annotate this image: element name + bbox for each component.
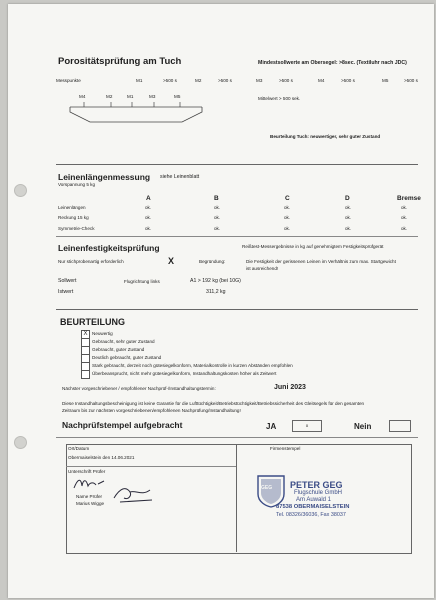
stamp-line-3: Am Auwald 1	[296, 497, 332, 503]
point-name-m3: M3	[256, 78, 263, 83]
col-d: D	[345, 195, 350, 202]
cell-r1-a: ok.	[145, 205, 152, 210]
col-b: B	[214, 195, 219, 202]
option-gut: Gebraucht, guter Zustand	[92, 347, 145, 352]
cell-r2-d: ok.	[345, 215, 352, 220]
stempel-title: Nachprüfstempel aufgebracht	[62, 420, 183, 430]
sollwert-label: Sollwert	[58, 278, 77, 284]
vorspannung: Vorspannung 5 kg	[58, 182, 96, 187]
row-label-leinenlaengen: Leinenlängen	[58, 205, 86, 210]
point-name-m1: M1	[136, 78, 143, 83]
disclaimer-line-1: Diese Instandhaltungsbescheinigung ist keine Garantie für die Lufttüchtigkeit/Betriebstüchtigkeit/Betriebssicherheit des Gleitsegels für den gesamten	[62, 401, 365, 406]
cell-r3-b: ok.	[214, 226, 221, 231]
beurteilung-title: BEURTEILUNG	[60, 317, 125, 327]
point-name-m5: M5	[382, 78, 389, 83]
option-sehr-gut: Gebraucht, sehr guter Zustand	[92, 339, 155, 344]
flugrichtung-label: Flugrichtung links	[124, 279, 160, 284]
point-value-m2: >500 s	[218, 78, 232, 83]
cell-r3-c: ok.	[284, 226, 291, 231]
cell-r3-bremse: ok.	[401, 226, 408, 231]
ja-label: JA	[266, 422, 277, 431]
row-label-reckung: Reckung 15 kg	[58, 215, 89, 220]
cell-r2-a: ok.	[145, 215, 152, 220]
option-neuwertig: Neuwertig	[92, 331, 113, 336]
divider-3	[56, 309, 418, 310]
festigkeit-note: Reißtest-Messergebnisse in kg auf genehmigtem Festigkeitsprüfgerät	[242, 244, 384, 249]
diagram-label-m4: M4	[79, 94, 86, 99]
begruendung-text-1: Die Festigkeit der gerissenen Leinen im Verhältnis zum max. Startgewicht	[246, 259, 396, 264]
option-deutlich: Deutlich gebraucht, guter Zustand	[92, 355, 162, 360]
divider-2	[56, 236, 418, 237]
col-c: C	[285, 195, 290, 202]
cell-r3-a: ok.	[145, 226, 152, 231]
begruendung-label: Begründung:	[199, 259, 226, 264]
divider-4	[56, 437, 418, 438]
stamp-line-4: 87538 OBERMAISELSTEIN	[276, 504, 350, 510]
row-label-symmetrie: Symmetrie-Check	[58, 226, 95, 231]
cell-r1-c: ok.	[284, 205, 291, 210]
leinen-title-note: siehe Leinenblatt	[160, 174, 200, 180]
point-name-m2: M2	[195, 78, 202, 83]
cell-r1-bremse: ok.	[401, 205, 408, 210]
cell-r1-b: ok.	[214, 205, 221, 210]
next-check-label: Nächster vorgeschriebener / empfohlener Nachprüf-/Instandhaltungstermin:	[62, 386, 216, 391]
cell-r2-b: ok.	[214, 215, 221, 220]
punch-hole-bottom	[14, 436, 27, 449]
begruendung-text-2: ist ausreichend!	[246, 266, 279, 271]
stamp-line-5: Tel. 08326/36036, Fax 38037	[276, 512, 346, 518]
ja-box[interactable]	[292, 420, 322, 432]
stamp-logo-text: GEG	[261, 485, 273, 491]
istwert-label: Istwert	[58, 289, 74, 295]
footer-vertical-divider	[236, 444, 237, 552]
unterschrift-label: Unterschrift Prüfer	[68, 469, 106, 474]
cell-r1-d: ok.	[345, 205, 352, 210]
diagram-label-m2: M2	[106, 94, 113, 99]
cell-r3-d: ok.	[345, 226, 352, 231]
name-pruefer-label: Name Prüfer	[76, 494, 103, 499]
checkbox-ueberbeansprucht[interactable]	[81, 370, 90, 379]
signature-scribble-1	[72, 474, 112, 492]
stichprobe-x-mark: X	[168, 256, 175, 266]
sollwert-value: A1 > 192 kg (bei 10G)	[190, 278, 241, 284]
diagram-label-m1: M1	[127, 94, 134, 99]
col-a: A	[146, 195, 151, 202]
point-value-m4: >500 s	[341, 78, 355, 83]
point-value-m1: >500 s	[163, 78, 177, 83]
footer-divider	[66, 466, 236, 467]
option-stark: Stark gebraucht, derzeit noch gütesiegelkonform, Materialkontrolle in kurzen Abständen empfohlen	[92, 363, 293, 368]
nein-label: Nein	[354, 422, 372, 431]
stamp-line-2: Flugschule GmbH	[294, 490, 343, 496]
diagram-label-m5: M5	[174, 94, 181, 99]
punch-hole-top	[14, 184, 27, 197]
name-pruefer-value: Marius Wigge	[76, 501, 105, 506]
point-name-m4: M4	[318, 78, 325, 83]
company-stamp	[246, 474, 406, 534]
disclaimer-line-2: Zeitraum bis zur nächsten vorgeschriebenen/empfohlenen Nachprüfung/Instandhaltung!	[62, 408, 241, 413]
festigkeit-title: Leinenfestigkeitsprüfung	[58, 243, 160, 253]
point-value-m3: >500 s	[279, 78, 293, 83]
option-ueberbeansprucht: Überbeansprucht, nicht mehr gütesiegelkonform, Instandhaltungskosten höher als Zeitwert	[92, 371, 277, 376]
cell-r2-c: ok.	[284, 215, 291, 220]
divider-1	[56, 164, 418, 165]
checkbox-check-mark: X	[83, 331, 88, 337]
canopy-diagram	[68, 92, 204, 126]
istwert-value: 311,2 kg	[206, 289, 226, 295]
beurteilung-tuch: Beurteilung Tuch: neuwertiger, sehr guter Zustand	[270, 134, 381, 139]
firmenstempel-label: Firmenstempel	[270, 446, 301, 451]
mittelwert: Mittelwert > 500 sek.	[258, 96, 301, 101]
cell-r2-bremse: ok.	[401, 215, 408, 220]
nein-box[interactable]	[389, 420, 411, 432]
porositaet-title: Porositätsprüfung am Tuch	[58, 56, 182, 67]
signature-scribble-2	[112, 482, 156, 504]
stichprobe-label: Nur stichprobenartig erforderlich	[58, 259, 124, 264]
next-check-value: Juni 2023	[274, 384, 306, 391]
stamp-line-1: PETER GEG	[290, 480, 343, 490]
point-value-m5: >500 s	[404, 78, 418, 83]
document-page	[8, 4, 434, 598]
diagram-label-m3: M3	[149, 94, 156, 99]
ja-mark: x	[305, 423, 309, 428]
porositaet-min-values: Mindestsollwerte am Obersegel: >8sec. (Textiluhr nach JDC)	[258, 60, 407, 66]
ort-datum-label: Ort/Datum	[68, 446, 90, 451]
messpunkte-label: Messpunkte	[56, 78, 81, 83]
stamp-logo-shield	[256, 474, 286, 508]
ort-datum-value: Obermaiselstein den 14.06.2021	[68, 455, 135, 460]
leinen-title: Leinenlängenmessung	[58, 172, 151, 182]
col-bremse: Bremse	[397, 195, 421, 202]
